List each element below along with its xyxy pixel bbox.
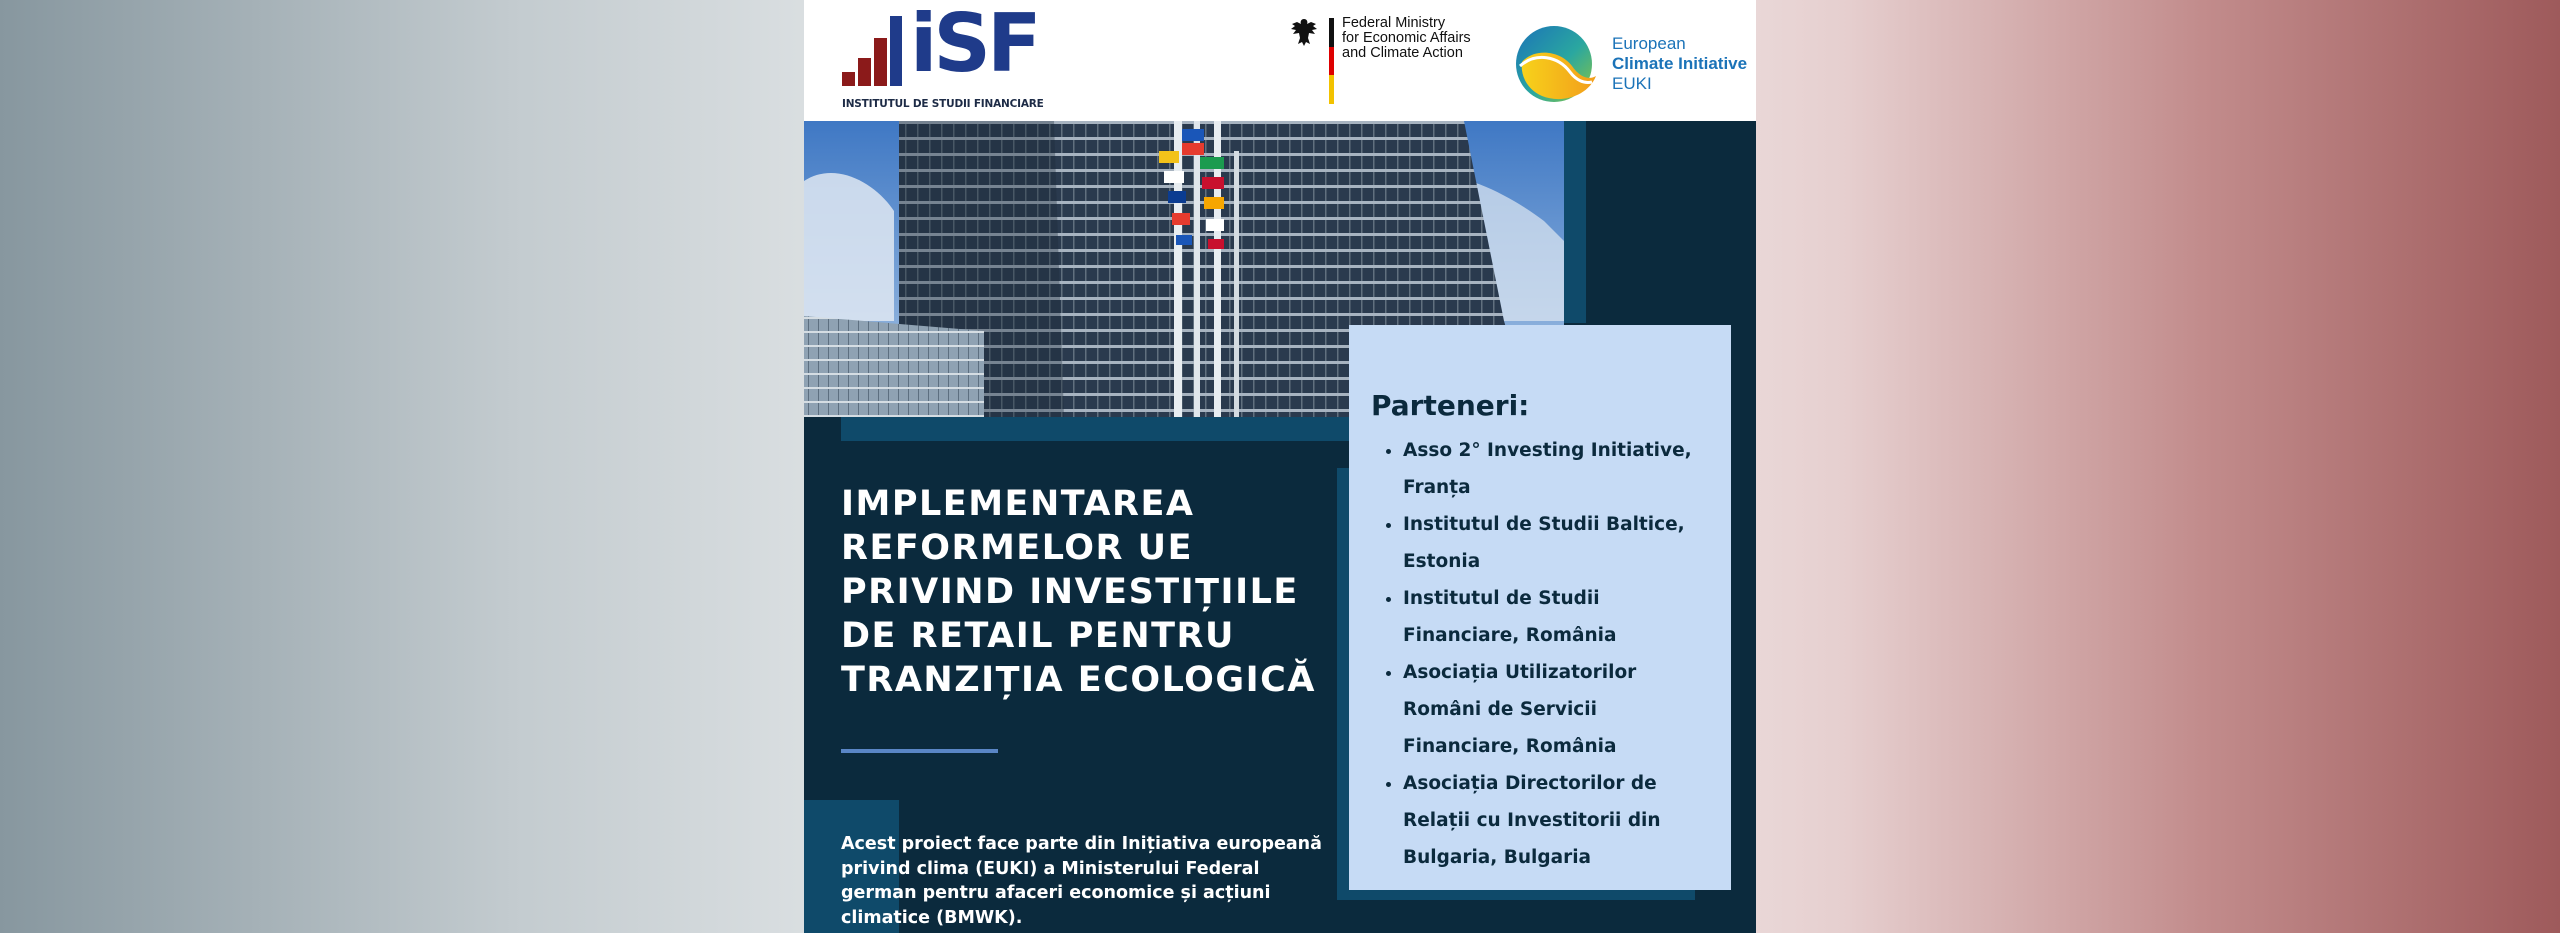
euki-name: [1612, 34, 1747, 94]
bmwk-name: Federal Ministry for Economic Affairs and Climate Action: [1342, 15, 1471, 61]
partner-item: • Institutul de Studii Baltice, Estonia: [1403, 506, 1709, 580]
euki-line-2: Climate Initiative: [1612, 54, 1748, 73]
isf-subtitle: INSTITUTUL DE STUDII FINANCIARE: [842, 98, 1044, 110]
poster-title: IMPLEMENTAREA REFORMELOR UE PRIVIND INVESTIȚIILE DE RETAIL PENTRU TRANZIȚIA ECOLOGICĂ: [841, 484, 1316, 700]
logo-header: [804, 0, 1756, 121]
accent-stripe: [1564, 121, 1586, 323]
partners-panel: [1349, 325, 1731, 890]
isf-logo: [842, 0, 1044, 110]
euki-logo: [1514, 22, 1754, 106]
project-description: Acest proiect face parte din Inițiativa europeană privind clima (EUKI) a Ministerului Federal german pentru afaceri economice și acțiuni climatice (BMWK).: [841, 834, 1322, 928]
federal-eagle-icon: [1289, 16, 1319, 48]
accent-bar-under-photo: [841, 417, 1349, 441]
euki-line-1: European: [1612, 34, 1686, 53]
bmwk-logo: [1289, 16, 1489, 106]
partner-item: • Asso 2° Investing Initiative, Franța: [1403, 432, 1709, 506]
euki-globe-icon: [1514, 22, 1598, 104]
isf-bar-chart-icon: [842, 2, 904, 86]
isf-wordmark: iSF: [910, 0, 1038, 90]
german-flag-bar: [1329, 18, 1334, 104]
euki-line-3: EUKI: [1612, 74, 1652, 93]
partners-heading: Parteneri:: [1371, 389, 1530, 422]
partner-item: • Asociația Directorilor de Relații cu Investitorii din Bulgaria, Bulgaria: [1403, 765, 1709, 876]
partner-item: • Asociația Utilizatorilor Români de Servicii Financiare, România: [1403, 654, 1709, 765]
title-underline: [841, 749, 998, 753]
partners-list: [1371, 432, 1709, 876]
poster: [804, 0, 1756, 933]
partner-item: • Institutul de Studii Financiare, România: [1403, 580, 1709, 654]
